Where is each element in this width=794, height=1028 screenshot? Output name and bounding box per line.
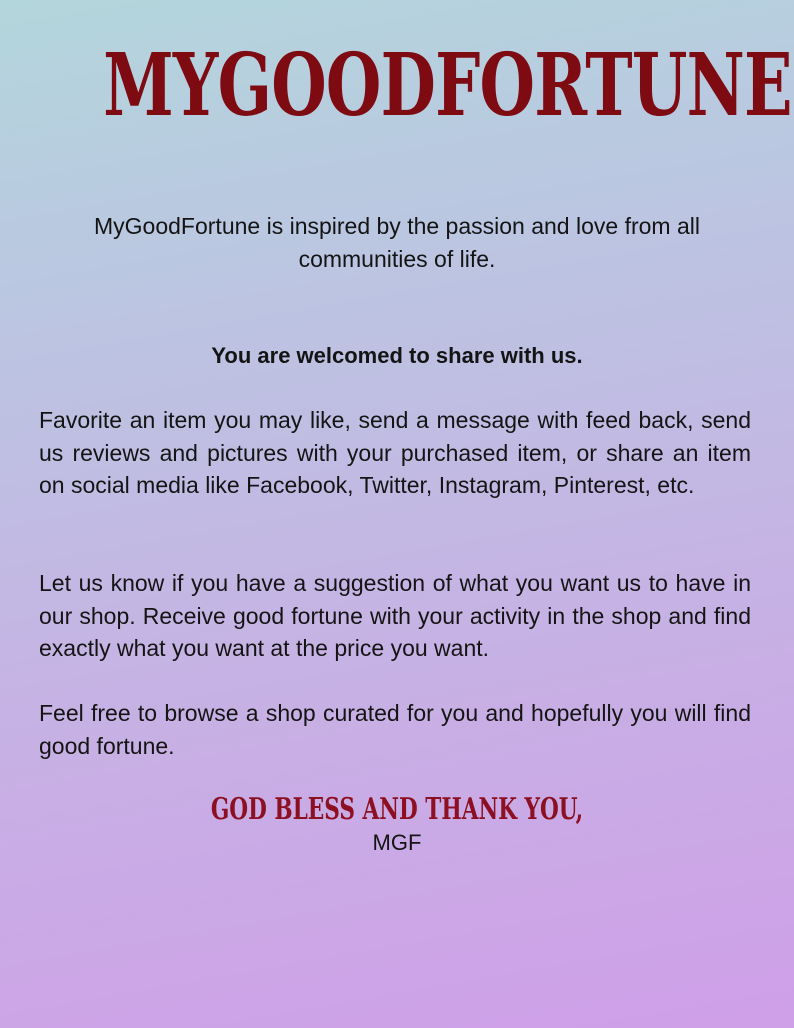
paragraph-favorite: Favorite an item you may like, send a message with feed back, send us reviews and pictures with your purchased item, or share an item on social media like Facebook, Twitter, Instagram, Pinterest, etc.	[39, 407, 751, 498]
intro-text: MyGoodFortune is inspired by the passion and love from all communities of life.	[94, 213, 700, 272]
signature: MGF	[372, 830, 422, 855]
closing-text: GOD BLESS AND THANK YOU,	[210, 792, 584, 827]
welcome-heading: You are welcomed to share with us.	[211, 343, 583, 368]
paragraph-suggestion: Let us know if you have a suggestion of what you want us to have in our shop. Receive good fortune with your activity in the shop and find exactly what you want at the price you want.	[39, 570, 751, 661]
paragraph-browse: Feel free to browse a shop curated for you and hopefully you will find good fortune.	[39, 700, 751, 759]
page-title: MYGOODFORTUNE	[103, 35, 792, 136]
